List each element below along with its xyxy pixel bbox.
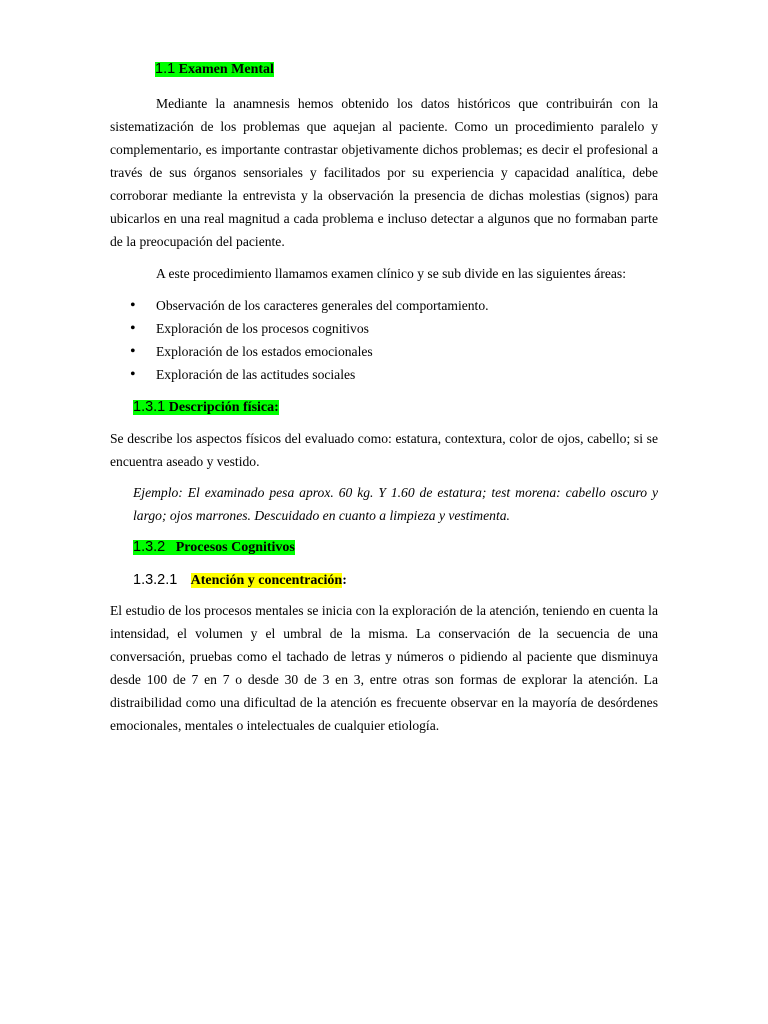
heading-1-3-2-highlight: [133, 540, 295, 555]
heading-suffix: :: [342, 573, 347, 588]
attention-paragraph: El estudio de los procesos mentales se inicia con la exploración de la atención, teniendo en cuenta la intensidad, el volumen y el umbral de la misma. La conservación de la secuencia de una conversación, pruebas como el tachado de letras y números o pidiendo al paciente que disminuya desde 100 de 7 en 7 o desde 30 de 3 en 3, entre otras son formas de explorar la atención. La distraibilidad como una dificultad de la atención es frecuente observar en la mayoría de desórdenes emocionales, mentales o intelectuales de cualquier etiología.: [110, 603, 658, 733]
heading-title: Procesos Cognitivos: [175, 540, 295, 555]
heading-number: 1.1: [155, 61, 176, 77]
heading-number: 1.3.1: [133, 399, 166, 415]
heading-title: Descripción física:: [168, 400, 279, 415]
heading-title: Atención y concentración: [190, 573, 343, 588]
heading-1-3-1-highlight: [133, 400, 279, 415]
heading-1-1-highlight: [155, 62, 274, 77]
physical-description-paragraph: Se describe los aspectos físicos del evaluado como: estatura, contextura, color de ojos, cabello; si se encuentra aseado y vestido.: [110, 431, 658, 469]
example-paragraph: Ejemplo: El examinado pesa aprox. 60 kg. Y 1.60 de estatura; test morena: cabello oscuro y largo; ojos marrones. Descuidado en cuanto a limpieza y vestimenta.: [133, 485, 658, 523]
heading-number: 1.3.2.1: [133, 572, 178, 588]
list-item: • Observación de los caracteres generales del comportamiento.: [110, 294, 658, 317]
intro-paragraph: Mediante la anamnesis hemos obtenido los datos históricos que contribuirán con la sistematización de los problemas que aquejan al paciente. Como un procedimiento paralelo y complementario, es importante contrastar objetivamente dichos problemas; es decir el profesional a través de sus órganos sensoriales y facilitados por su experiencia y capacidad analítica, debe corroborar mediante la entrevista y la observación la presencia de dichas molestias (signos) para ubicarlos en una real magnitud a cada problema e incluso detectar a algunos que no formaban parte de la preocupación del paciente.: [110, 96, 658, 249]
heading-1-3-2: [133, 538, 681, 557]
heading-1-3-2-1: [133, 571, 681, 590]
heading-1-1: [155, 60, 703, 79]
areas-intro-paragraph: A este procedimiento llamamos examen clínico y se sub divide en las siguientes áreas:: [156, 266, 626, 281]
areas-list: [110, 294, 658, 386]
list-item: • Exploración de los estados emocionales: [110, 340, 658, 363]
list-item: • Exploración de los procesos cognitivos: [110, 317, 658, 340]
list-item: • Exploración de las actitudes sociales: [110, 363, 658, 386]
heading-number: 1.3.2: [133, 539, 166, 555]
heading-title: Examen Mental: [178, 62, 274, 77]
heading-1-3-1: [133, 398, 681, 417]
